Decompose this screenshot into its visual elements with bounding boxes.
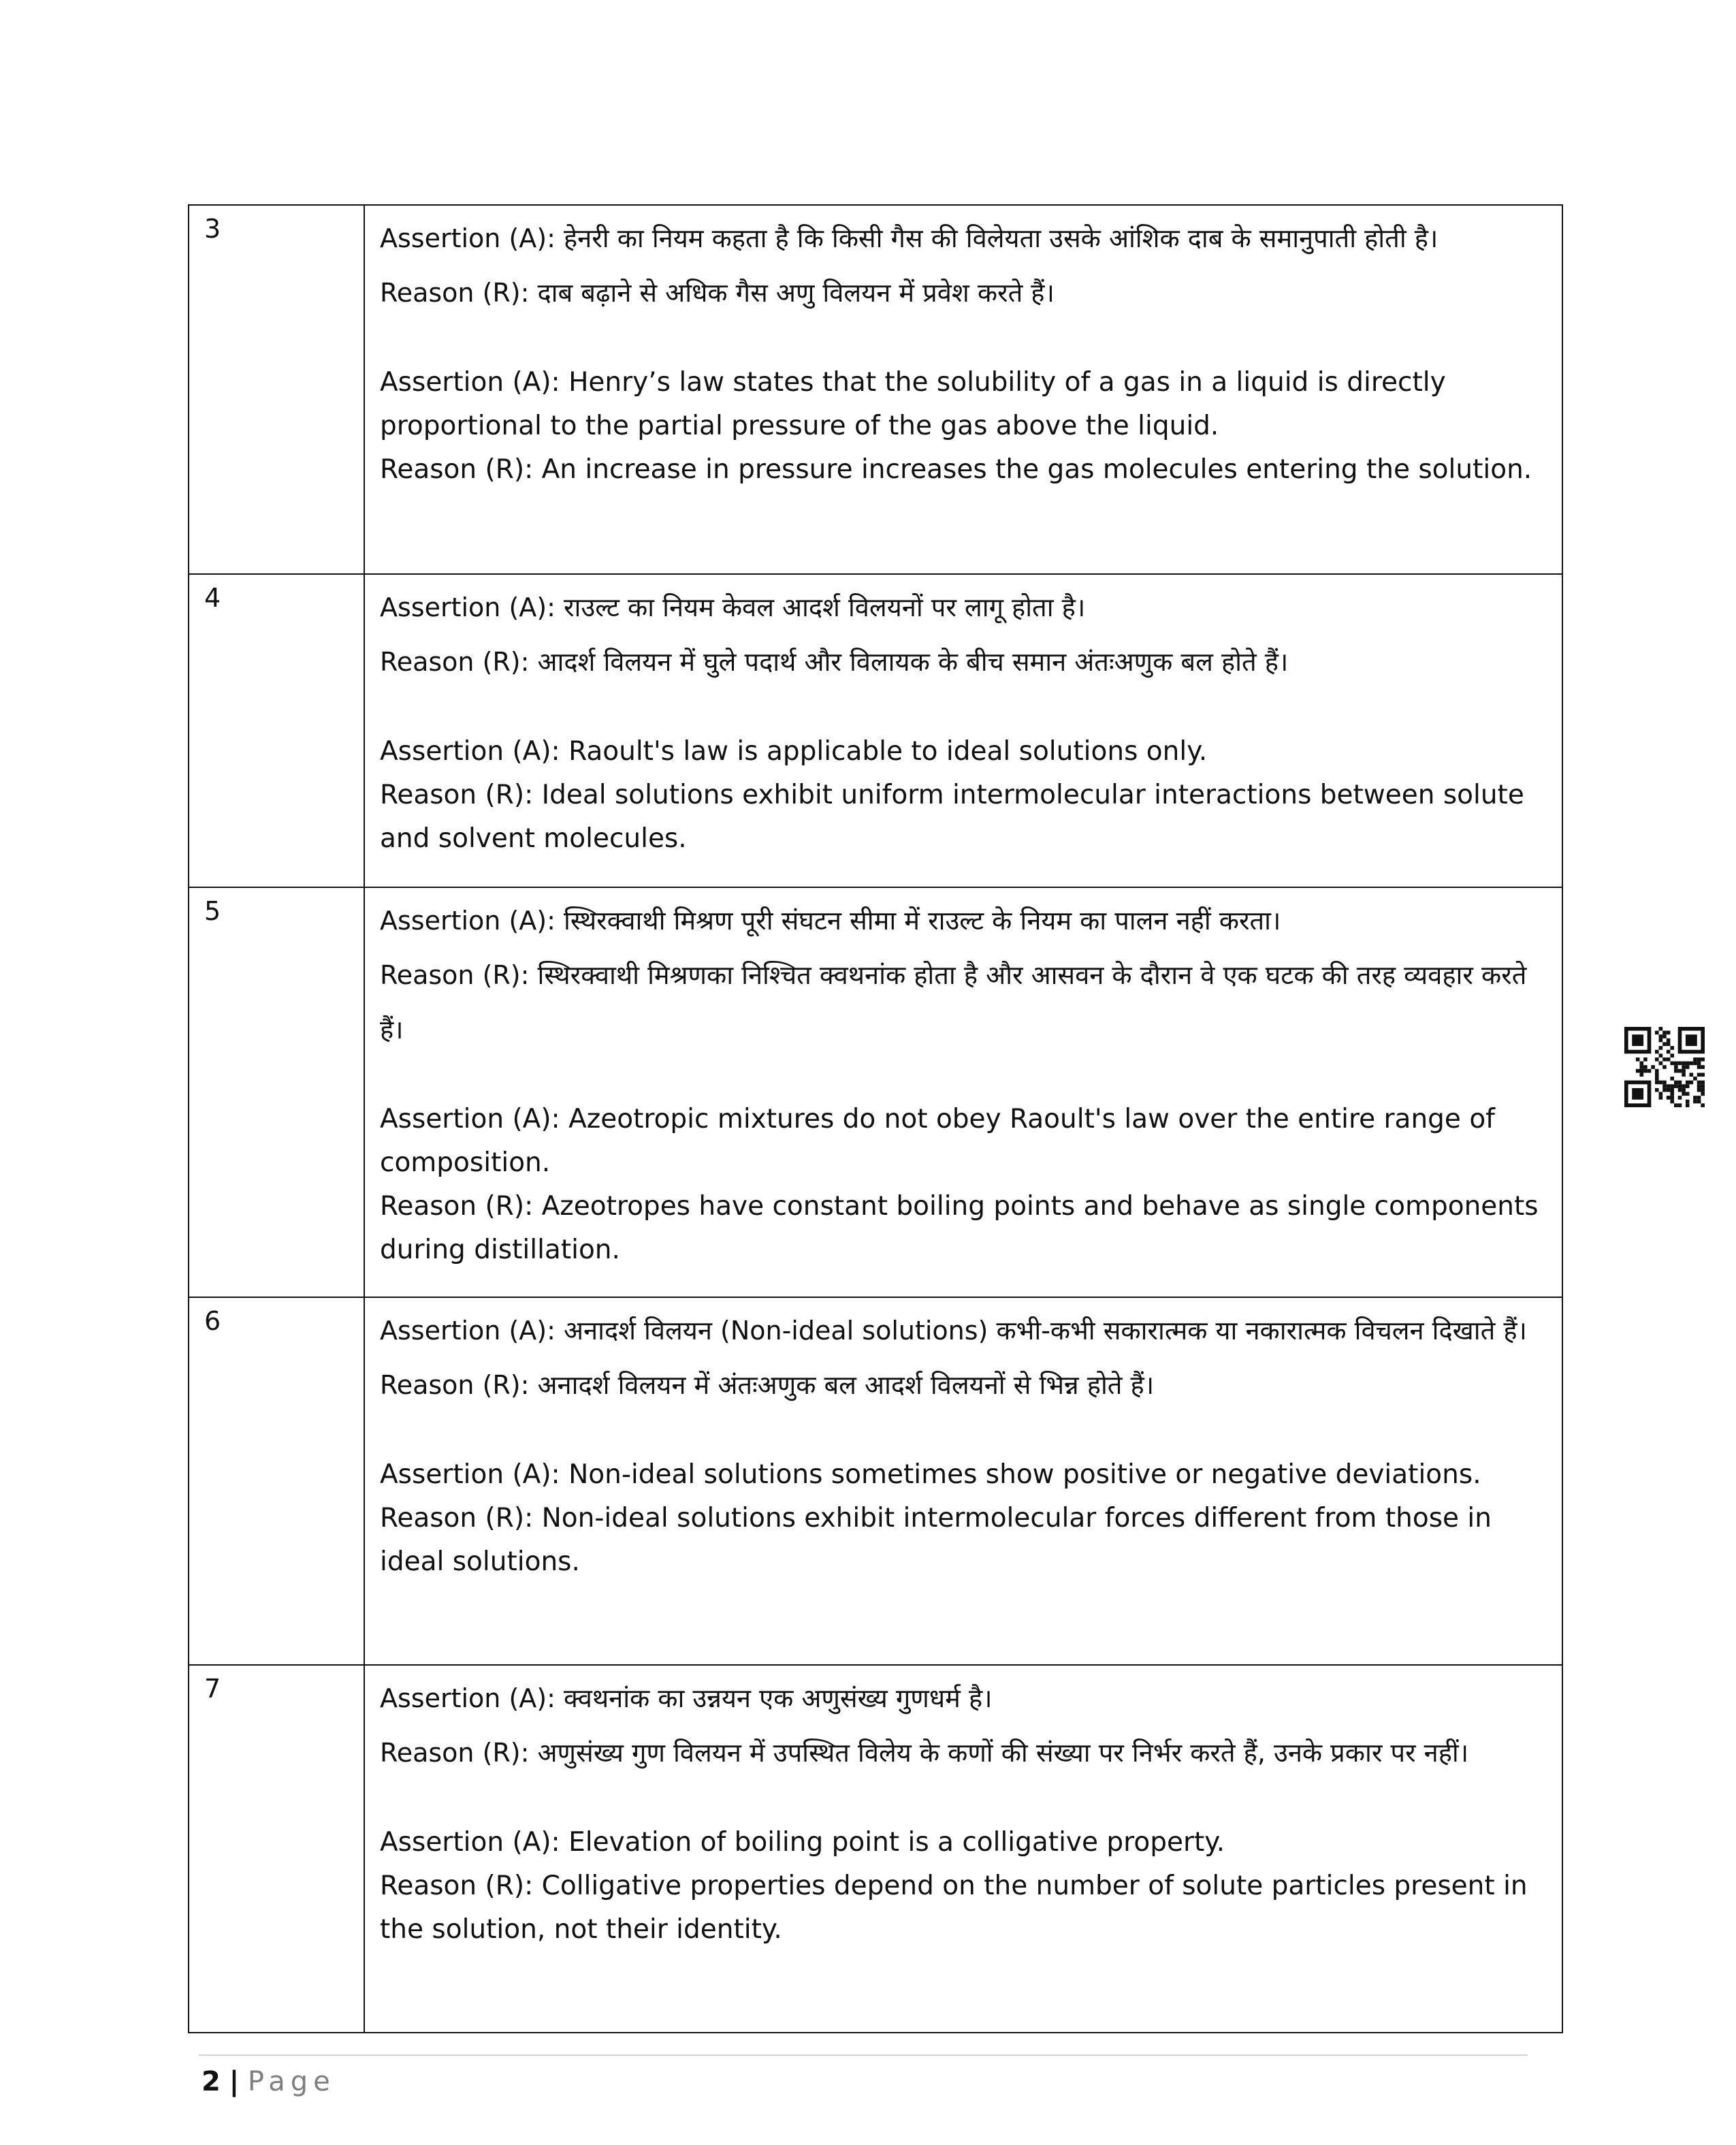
hindi-assertion: Assertion (A): हेनरी का नियम कहता है कि किसी गैस की विलेयता उसके आंशिक दाब के समानुपाती होती है।: [380, 223, 1438, 253]
question-content: [365, 1666, 1562, 2032]
english-assertion: Assertion (A): Azeotropic mixtures do not obey Raoult's law over the entire range of composition.: [380, 1104, 1495, 1178]
question-row-7: [189, 1664, 1562, 2032]
english-block: [380, 1453, 1554, 1584]
hindi-reason: Reason (R): अनादर्श विलयन में अंतःअणुक बल आदर्श विलयनों से भिन्न होते हैं।: [380, 1370, 1155, 1400]
page-footer: [202, 2063, 336, 2100]
page-number: 2: [202, 2066, 221, 2097]
hindi-reason: Reason (R): आदर्श विलयन में घुले पदार्थ और विलायक के बीच समान अंतःअणुक बल होते हैं।: [380, 647, 1289, 677]
question-number: 5: [189, 888, 365, 1297]
question-number: 6: [189, 1298, 365, 1664]
english-block: [380, 1098, 1554, 1272]
hindi-assertion: Assertion (A): क्वथनांक का उन्नयन एक अणुसंख्य गुणधर्म है।: [380, 1683, 993, 1713]
hindi-assertion: Assertion (A): राउल्ट का नियम केवल आदर्श विलयनों पर लागू होता है।: [380, 592, 1086, 622]
question-content: [365, 888, 1562, 1297]
question-number: 4: [189, 575, 365, 887]
question-row-4: [189, 573, 1562, 887]
question-number: 7: [189, 1666, 365, 2032]
hindi-assertion: Assertion (A): स्थिरक्वाथी मिश्रण पूरी संघटन सीमा में राउल्ट के नियम का पालन नहीं करता।: [380, 906, 1281, 936]
assertion-reason-table: [188, 204, 1563, 2033]
english-assertion: Assertion (A): Raoult's law is applicable to ideal solutions only.: [380, 736, 1208, 767]
footer-divider: [199, 2054, 1528, 2056]
question-content: [365, 1298, 1562, 1664]
question-row-3: [189, 206, 1562, 573]
english-block: [380, 730, 1554, 861]
english-reason: Reason (R): Ideal solutions exhibit uniform intermolecular interactions between solute and solvent molecules.: [380, 780, 1524, 854]
hindi-assertion: Assertion (A): अनादर्श विलयन (Non-ideal solutions) कभी-कभी सकारात्मक या नकारात्मक विचलन दिखाते हैं।: [380, 1316, 1527, 1346]
question-content: [365, 206, 1562, 573]
english-assertion: Assertion (A): Non-ideal solutions sometimes show positive or negative deviations.: [380, 1459, 1481, 1490]
hindi-reason: Reason (R): स्थिरक्वाथी मिश्रणका निश्चित क्वथनांक होता है और आसवन के दौरान वे एक घटक की तरह व्यवहार करते हैं।: [380, 960, 1527, 1045]
english-block: [380, 1821, 1554, 1952]
page-label: Page: [247, 2066, 336, 2097]
english-block: [380, 361, 1554, 492]
english-reason: Reason (R): An increase in pressure increases the gas molecules entering the solution.: [380, 454, 1532, 485]
english-reason: Reason (R): Azeotropes have constant boiling points and behave as single components during distillation.: [380, 1191, 1539, 1265]
question-row-5: [189, 887, 1562, 1297]
english-reason: Reason (R): Non-ideal solutions exhibit intermolecular forces different from those in ideal solutions.: [380, 1503, 1492, 1577]
question-number: 3: [189, 206, 365, 573]
hindi-reason: Reason (R): अणुसंख्य गुण विलयन में उपस्थित विलेय के कणों की संख्या पर निर्भर करते हैं, उनके प्रकार पर नहीं।: [380, 1738, 1469, 1768]
english-reason: Reason (R): Colligative properties depend on the number of solute particles present in the solution, not their identity.: [380, 1871, 1528, 1945]
english-assertion: Assertion (A): Elevation of boiling point is a colligative property.: [380, 1827, 1225, 1858]
question-content: [365, 575, 1562, 887]
footer-separator: |: [229, 2066, 240, 2097]
english-assertion: Assertion (A): Henry’s law states that the solubility of a gas in a liquid is directly proportional to the partial pressure of the gas above the liquid.: [380, 367, 1446, 441]
question-row-6: [189, 1297, 1562, 1664]
qr-code-icon: [1624, 1027, 1705, 1107]
hindi-reason: Reason (R): दाब बढ़ाने से अधिक गैस अणु विलयन में प्रवेश करते हैं।: [380, 278, 1055, 308]
